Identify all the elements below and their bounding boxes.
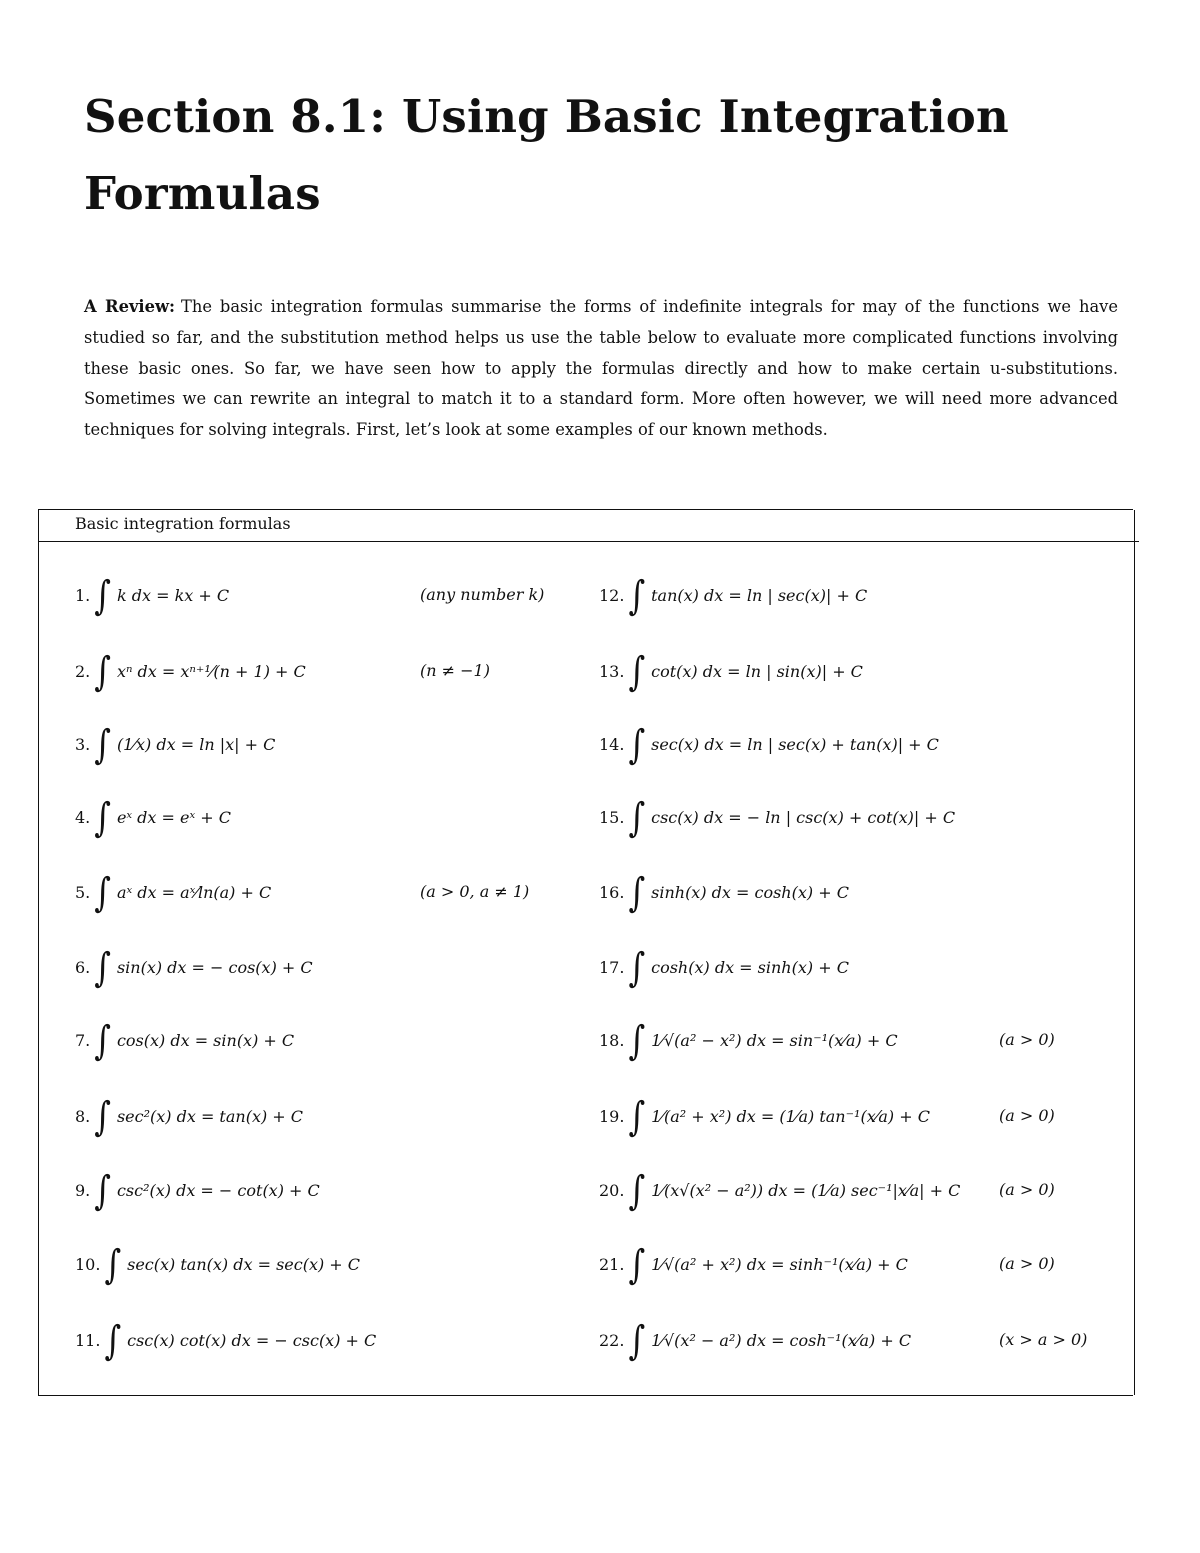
- integral-sign-icon: ∫: [94, 1166, 111, 1214]
- formula-left-1: [75, 565, 229, 625]
- formula-left-2: [75, 641, 306, 701]
- intro-paragraph: [84, 292, 1118, 446]
- integral-sign-icon: ∫: [628, 647, 646, 695]
- formula-expression: csc(x) cot(x) dx = − csc(x) + C: [127, 1330, 377, 1350]
- formula-number: 2.: [75, 661, 91, 681]
- formula-left-4: [75, 787, 231, 847]
- integral-sign-icon: ∫: [628, 571, 646, 619]
- integral-sign-icon: ∫: [94, 868, 111, 916]
- formula-condition: (a > 0): [999, 1106, 1055, 1125]
- formula-number: 10.: [75, 1254, 101, 1274]
- integral-sign-icon: ∫: [628, 868, 646, 916]
- integral-sign-icon: ∫: [94, 1016, 111, 1064]
- integral-sign-icon: ∫: [94, 943, 111, 991]
- formula-condition: (a > 0): [999, 1180, 1055, 1199]
- formula-left-5: [75, 862, 271, 922]
- intro-text: The basic integration formulas summarise the forms of indefinite integrals for may of the functions we have studied so far, and the substitution method helps us use the table below to evaluate more complicated functions involving these basic ones. So far, we have seen how to apply the formulas directly and how to make certain u-substitutions. Sometimes we can rewrite an integral to match it to a standard form. More often however, we will need more advanced techniques for solving integrals. First, let’s look at some examples of our known methods.: [84, 297, 1118, 440]
- formula-right-1: [599, 565, 867, 625]
- formula-expression: (1⁄x) dx = ln |x| + C: [116, 734, 276, 754]
- formula-number: 14.: [599, 734, 625, 754]
- intro-lead: A Review:: [84, 297, 175, 316]
- formula-condition: (a > 0, a ≠ 1): [420, 882, 530, 901]
- formula-left-9: [75, 1160, 320, 1220]
- formula-expression: csc(x) dx = − ln | csc(x) + cot(x)| + C: [651, 807, 956, 827]
- formula-number: 21.: [599, 1254, 625, 1274]
- formula-left-3: [75, 714, 275, 774]
- formula-number: 16.: [599, 882, 625, 902]
- formula-number: 20.: [599, 1180, 625, 1200]
- integral-sign-icon: ∫: [104, 1316, 122, 1364]
- formula-right-2: [599, 641, 863, 701]
- formula-condition: (a > 0): [999, 1254, 1055, 1273]
- formula-condition: (a > 0): [999, 1030, 1055, 1049]
- formula-right-8: [599, 1086, 930, 1146]
- formula-right-7: [599, 1010, 898, 1070]
- formula-left-10: [75, 1234, 360, 1294]
- formula-expression: 1⁄(a² + x²) dx = (1⁄a) tan⁻¹(x⁄a) + C: [651, 1106, 930, 1126]
- formula-number: 4.: [75, 807, 91, 827]
- formula-left-8: [75, 1086, 303, 1146]
- formula-number: 5.: [75, 882, 91, 902]
- formula-left-7: [75, 1010, 294, 1070]
- integral-sign-icon: ∫: [104, 1240, 122, 1288]
- formula-expression: k dx = kx + C: [116, 585, 230, 605]
- formula-number: 6.: [75, 957, 91, 977]
- formula-expression: eˣ dx = eˣ + C: [116, 807, 231, 827]
- integral-sign-icon: ∫: [628, 1016, 646, 1064]
- integral-sign-icon: ∫: [94, 793, 111, 841]
- formula-left-6: [75, 937, 313, 997]
- formula-number: 17.: [599, 957, 625, 977]
- formula-expression: sec²(x) dx = tan(x) + C: [116, 1106, 304, 1126]
- formula-number: 9.: [75, 1180, 91, 1200]
- formula-number: 12.: [599, 585, 625, 605]
- formula-number: 19.: [599, 1106, 625, 1126]
- integral-sign-icon: ∫: [628, 1240, 646, 1288]
- formula-right-9: [599, 1160, 960, 1220]
- formula-right-3: [599, 714, 939, 774]
- formula-number: 13.: [599, 661, 625, 681]
- formula-table: [38, 509, 1133, 1396]
- formula-expression: 1⁄√(a² + x²) dx = sinh⁻¹(x⁄a) + C: [651, 1254, 908, 1274]
- formula-condition: (any number k): [420, 585, 545, 604]
- integral-sign-icon: ∫: [628, 793, 646, 841]
- formula-number: 18.: [599, 1030, 625, 1050]
- integral-sign-icon: ∫: [94, 571, 111, 619]
- formula-expression: sec(x) dx = ln | sec(x) + tan(x)| + C: [651, 734, 939, 754]
- integral-sign-icon: ∫: [94, 720, 111, 768]
- integral-sign-icon: ∫: [94, 1092, 111, 1140]
- formula-right-11: [599, 1310, 911, 1370]
- formula-expression: cosh(x) dx = sinh(x) + C: [651, 957, 849, 977]
- formula-expression: sinh(x) dx = cosh(x) + C: [651, 882, 849, 902]
- formula-number: 1.: [75, 585, 91, 605]
- formula-expression: 1⁄(x√(x² − a²)) dx = (1⁄a) sec⁻¹|x⁄a| + C: [651, 1180, 961, 1200]
- table-header-label: Basic integration formulas: [75, 514, 291, 533]
- integral-sign-icon: ∫: [628, 1092, 646, 1140]
- formula-expression: aˣ dx = aˣ⁄ln(a) + C: [116, 882, 272, 902]
- formula-expression: tan(x) dx = ln | sec(x)| + C: [651, 585, 868, 605]
- integral-sign-icon: ∫: [94, 647, 111, 695]
- formula-number: 7.: [75, 1030, 91, 1050]
- formula-right-6: [599, 937, 849, 997]
- integral-sign-icon: ∫: [628, 1316, 646, 1364]
- integral-sign-icon: ∫: [628, 1166, 646, 1214]
- formula-expression: xⁿ dx = xⁿ⁺¹⁄(n + 1) + C: [116, 661, 306, 681]
- formula-right-4: [599, 787, 955, 847]
- formula-expression: cot(x) dx = ln | sin(x)| + C: [651, 661, 863, 681]
- formula-left-11: [75, 1310, 376, 1370]
- formula-right-5: [599, 862, 849, 922]
- formula-right-10: [599, 1234, 908, 1294]
- integral-sign-icon: ∫: [628, 720, 646, 768]
- formula-expression: csc²(x) dx = − cot(x) + C: [116, 1180, 320, 1200]
- formula-number: 11.: [75, 1330, 101, 1350]
- page-title: Section 8.1: Using Basic Integration Formulas: [84, 90, 1009, 220]
- formula-number: 22.: [599, 1330, 625, 1350]
- integral-sign-icon: ∫: [628, 943, 646, 991]
- formula-expression: 1⁄√(a² − x²) dx = sin⁻¹(x⁄a) + C: [651, 1030, 898, 1050]
- formula-condition: (n ≠ −1): [420, 661, 490, 680]
- formula-condition: (x > a > 0): [999, 1330, 1088, 1349]
- formula-number: 15.: [599, 807, 625, 827]
- formula-expression: cos(x) dx = sin(x) + C: [116, 1030, 295, 1050]
- formula-number: 3.: [75, 734, 91, 754]
- formula-expression: sec(x) tan(x) dx = sec(x) + C: [127, 1254, 361, 1274]
- formula-number: 8.: [75, 1106, 91, 1126]
- formula-expression: 1⁄√(x² − a²) dx = cosh⁻¹(x⁄a) + C: [651, 1330, 912, 1350]
- formula-expression: sin(x) dx = − cos(x) + C: [116, 957, 313, 977]
- table-header: [39, 510, 1139, 542]
